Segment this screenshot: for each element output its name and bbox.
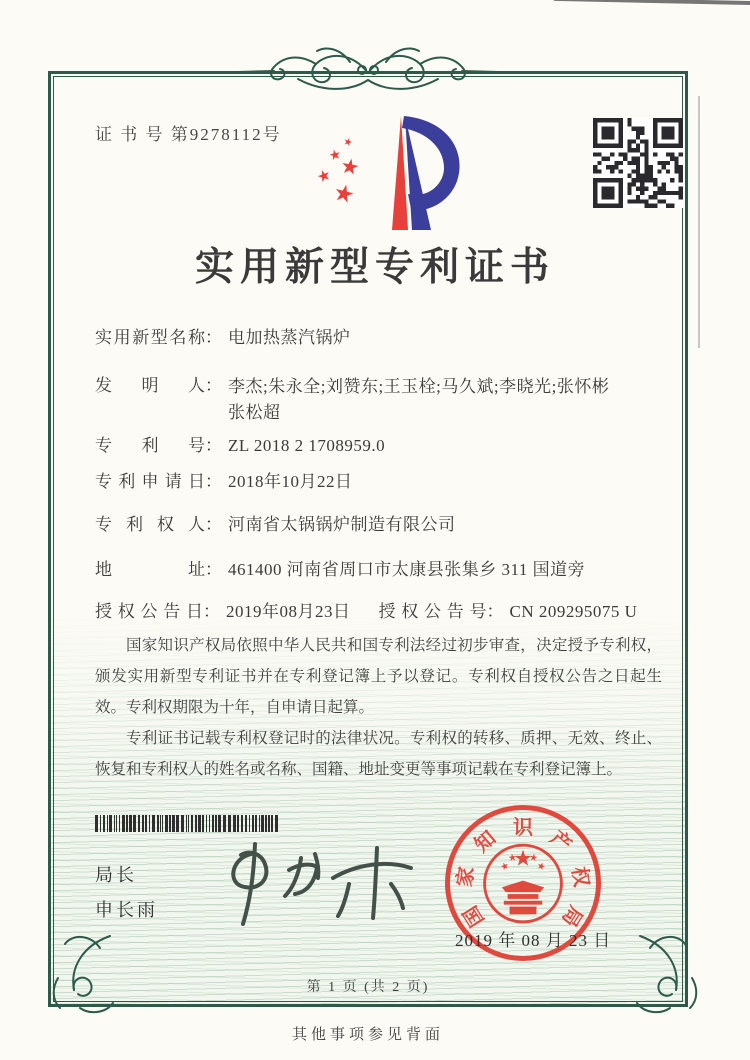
barcode-bar	[202, 815, 204, 832]
barcode-bar	[245, 815, 247, 832]
barcode-bar	[126, 815, 128, 832]
barcode-bar	[206, 815, 207, 832]
field-label: 发明人	[95, 376, 205, 395]
barcode-bar	[103, 815, 105, 832]
barcode-bar	[191, 815, 193, 832]
barcode-bar	[160, 815, 161, 832]
field-grant-number: 授权公告号 ： CN 209295075 U	[379, 600, 638, 624]
barcode-bar	[138, 815, 140, 832]
barcode-bar	[237, 815, 239, 832]
seal-ring-char: 知	[470, 827, 501, 857]
barcode-bar	[119, 815, 120, 832]
barcode-bar	[169, 815, 171, 832]
barcode-bar	[95, 815, 98, 832]
seal-ring-char: 家	[453, 865, 479, 889]
seal-ring-char: 识	[513, 817, 533, 839]
inventors-line1: 李杰;朱永全;刘赞东;王玉栓;马久斌;李晓光;张怀彬	[228, 377, 610, 396]
barcode-bar	[241, 815, 243, 832]
barcode-bar	[195, 815, 197, 832]
cnipa-logo-icon	[298, 110, 470, 241]
field-patentee: 专利权人 ： 河南省太锅锅炉制造有限公司	[95, 513, 667, 537]
field-address: 地址 ： 461400 河南省周口市太康县张集乡 311 国道旁	[95, 558, 667, 582]
field-label: 专利号	[95, 436, 205, 455]
barcode-bar	[233, 815, 236, 832]
barcode-bar	[122, 815, 125, 832]
scan-edge-artifact	[554, 0, 750, 5]
certificate-number: 证 书 号 第9278112号	[95, 125, 282, 144]
legal-paragraph-1: 国家知识产权局依照中华人民共和国专利法经过初步审查，决定授予专利权，颁发实用新型专利证书并在专利登记簿上予以登记。专利权自授权公告之日起生效。专利权期限为十年，自申请日起算。	[95, 637, 662, 716]
field-grant-date: 授权公告日 ： 2019年08月23日	[95, 600, 351, 624]
barcode-bar	[152, 815, 155, 832]
barcode-bar	[261, 815, 264, 832]
barcode-bar	[259, 815, 260, 832]
barcode-bar	[114, 815, 115, 832]
barcode-bar	[249, 815, 250, 832]
barcode-bar	[223, 815, 226, 832]
field-label: 专利权人	[95, 515, 205, 534]
barcode	[95, 815, 285, 832]
barcode-bar	[198, 815, 201, 832]
signatory-name: 申长雨	[95, 900, 158, 920]
field-value: 461400 河南省周口市太康县张集乡 311 国道旁	[228, 560, 586, 579]
field-grant-row	[95, 600, 667, 624]
barcode-bar	[209, 815, 210, 832]
barcode-bar	[176, 815, 179, 832]
field-value: ZL 2018 2 1708959.0	[228, 436, 386, 455]
barcode-bar	[162, 815, 163, 832]
field-label: 实用新型名称	[95, 328, 205, 347]
barcode-bar	[145, 815, 147, 832]
barcode-bar	[271, 815, 273, 832]
national-emblem-icon	[475, 836, 571, 937]
barcode-bar	[218, 815, 221, 832]
barcode-bar	[100, 815, 101, 832]
barcode-bar	[129, 815, 132, 832]
certificate-title: 实用新型专利证书	[194, 246, 555, 289]
barcode-bar	[268, 815, 270, 832]
barcode-bar	[181, 815, 184, 832]
legal-text	[95, 630, 662, 785]
page-number: 第 1 页 (共 2 页)	[306, 980, 430, 995]
barcode-bar	[212, 815, 214, 832]
barcode-bar	[172, 815, 175, 832]
barcode-bar	[228, 815, 231, 832]
field-value	[222, 374, 609, 426]
signatory-title: 局长	[95, 865, 137, 885]
barcode-bar	[215, 815, 217, 832]
seal-ring-char: 局	[557, 901, 587, 931]
seal-ring-char: 产	[545, 827, 576, 857]
barcode-bar	[186, 815, 187, 832]
seal-ring-char: 权	[567, 865, 593, 889]
signatory-block	[95, 858, 158, 928]
barcode-bar	[149, 815, 150, 832]
field-label: 授权公告日	[95, 602, 203, 621]
field-inventors: 发明人 ： 李杰;朱永全;刘赞东;王玉栓;马久斌;李晓光;张怀彬 张松超	[95, 374, 667, 426]
field-label: 地址	[95, 560, 205, 579]
legal-paragraph-2: 专利证书记载专利权登记时的法律状况。专利权的转移、质押、无效、终止、恢复和专利权人的姓名或名称、国籍、地址变更等事项记载在专利登记簿上。	[95, 730, 662, 778]
scan-edge-artifact	[698, 96, 700, 348]
barcode-bar	[252, 815, 254, 832]
barcode-bar	[265, 815, 267, 832]
field-label: 专利申请日	[95, 472, 205, 491]
shen-changyu-signature-icon	[215, 836, 425, 936]
barcode-bar	[275, 815, 278, 832]
barcode-bar	[165, 815, 168, 832]
back-side-note: 其他事项参见背面	[291, 1027, 444, 1043]
inventors-line2: 张松超	[228, 403, 281, 422]
barcode-bar	[116, 815, 117, 832]
barcode-bar	[157, 815, 159, 832]
barcode-bar	[255, 815, 257, 832]
field-label: 授权公告号	[378, 602, 487, 621]
field-utility-model-name: 实用新型名称 ： 电加热蒸汽锅炉	[95, 326, 667, 350]
barcode-bar	[133, 815, 136, 832]
field-value: 河南省太锅锅炉制造有限公司	[228, 515, 456, 534]
field-patent-number: 专利号 ： ZL 2018 2 1708959.0	[95, 434, 667, 458]
qr-code	[593, 118, 683, 208]
field-value: 2018年10月22日	[228, 472, 353, 491]
field-filing-date: 专利申请日 ： 2018年10月22日	[95, 470, 667, 494]
barcode-bar	[107, 815, 108, 832]
barcode-bar	[109, 815, 112, 832]
field-value: CN 209295075 U	[509, 602, 638, 621]
barcode-bar	[142, 815, 144, 832]
field-value: 2019年08月23日	[226, 602, 351, 621]
seal-ring-char: 国	[459, 901, 489, 931]
certificate-fields	[95, 326, 667, 624]
barcode-bar	[188, 815, 189, 832]
seal-date: 2019 年 08 月 23 日	[455, 931, 612, 950]
field-value: 电加热蒸汽锅炉	[228, 328, 351, 347]
